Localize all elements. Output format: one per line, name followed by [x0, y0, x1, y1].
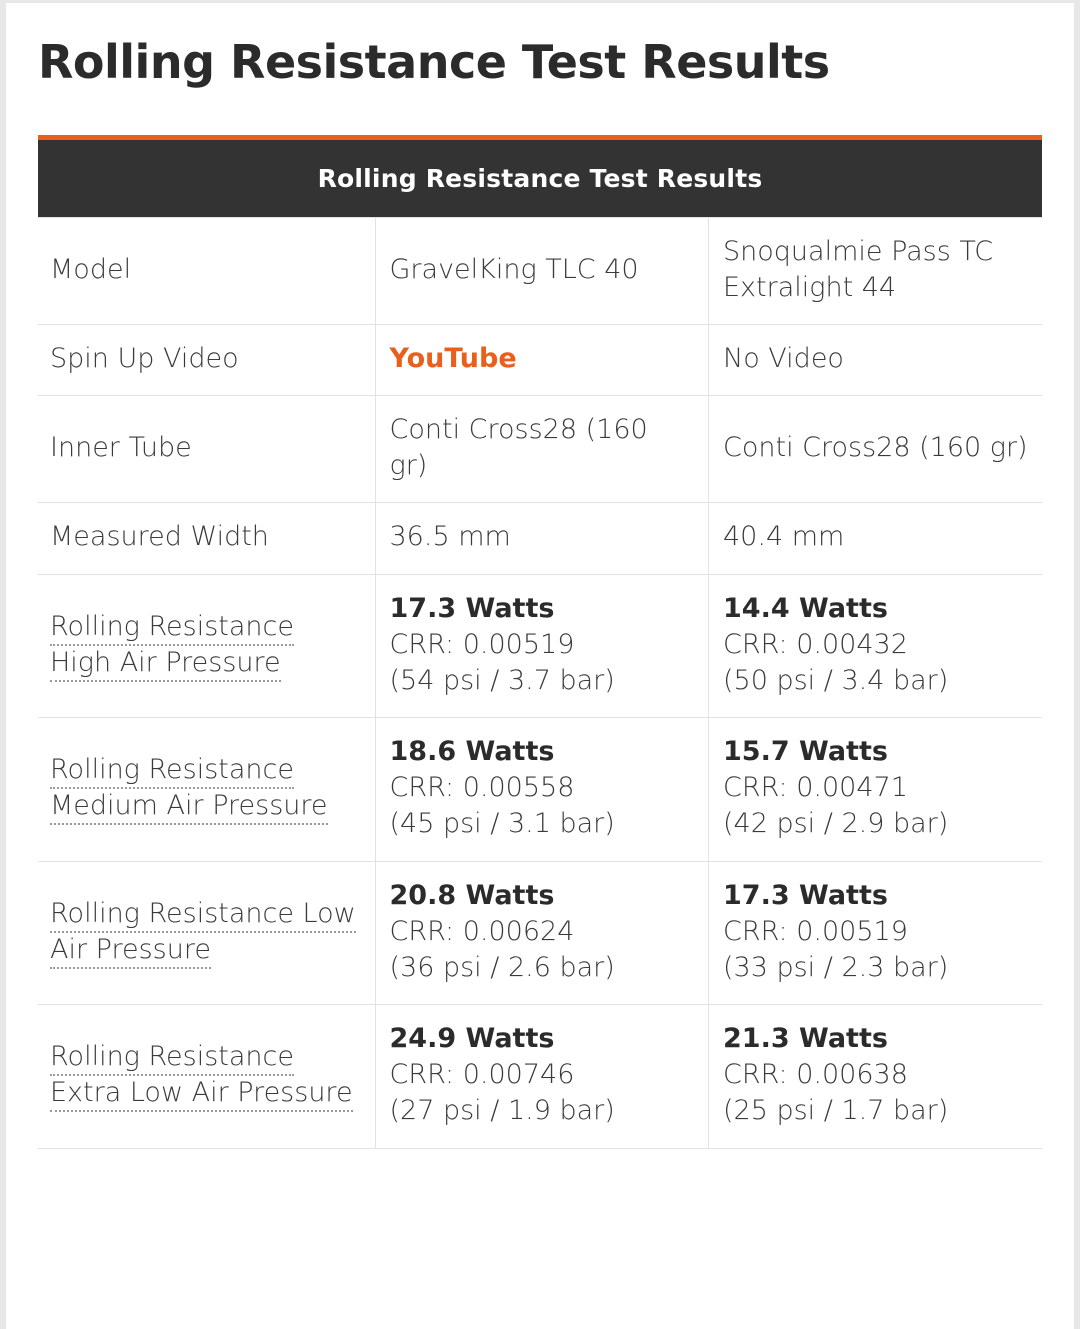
- row-label: Inner Tube: [50, 432, 192, 464]
- table-row: [38, 1005, 1042, 1149]
- cell-crr-value: CRR: 0.00519: [389, 628, 575, 660]
- cell-crr-value: CRR: 0.00746: [389, 1059, 575, 1091]
- table-row: [38, 396, 1042, 503]
- cell-primary-value: 21.3 Watts: [723, 1023, 888, 1055]
- cell-primary-value: 14.4 Watts: [723, 592, 888, 624]
- row-label-cell: [38, 396, 375, 503]
- cell-pressure-value: (45 psi / 3.1 bar): [389, 808, 615, 840]
- row-label: Rolling Resistance High Air Pressure: [50, 611, 294, 682]
- cell-primary-value: 17.3 Watts: [723, 879, 888, 911]
- table-row: [38, 718, 1042, 862]
- row-label-cell: [38, 503, 375, 574]
- cell-primary-value: Snoqualmie Pass TC Extralight 44: [723, 235, 994, 303]
- cell-primary-value: Conti Cross28 (160 gr): [723, 432, 1028, 464]
- cell-pressure-value: (50 psi / 3.4 bar): [723, 664, 949, 696]
- cell-pressure-value: (33 psi / 2.3 bar): [723, 951, 949, 983]
- page-content: [6, 3, 1074, 1149]
- row-value-cell: [709, 324, 1043, 395]
- table-row: [38, 503, 1042, 574]
- row-value-cell: [709, 861, 1043, 1005]
- table-header-title: Rolling Resistance Test Results: [38, 140, 1042, 217]
- cell-pressure-value: (27 psi / 1.9 bar): [389, 1095, 615, 1127]
- cell-primary-value: No Video: [723, 342, 844, 374]
- spin-up-video-link[interactable]: YouTube: [389, 342, 517, 374]
- row-label-cell: [38, 574, 375, 718]
- table-body: [38, 217, 1042, 1148]
- cell-primary-value: GravelKing TLC 40: [389, 253, 639, 285]
- cell-crr-value: CRR: 0.00638: [723, 1059, 908, 1091]
- row-value-cell: [709, 396, 1043, 503]
- results-table-wrapper: [38, 135, 1042, 1149]
- cell-primary-value: 36.5 mm: [389, 521, 511, 553]
- row-label-cell: [38, 217, 375, 324]
- cell-primary-value: 24.9 Watts: [389, 1023, 555, 1055]
- cell-crr-value: CRR: 0.00471: [723, 772, 908, 804]
- cell-primary-value: 18.6 Watts: [389, 736, 555, 768]
- row-label: Rolling Resistance Low Air Pressure: [50, 898, 356, 969]
- cell-crr-value: CRR: 0.00558: [389, 772, 575, 804]
- table-row: [38, 574, 1042, 718]
- row-value-cell: [709, 503, 1043, 574]
- row-label: Rolling Resistance Medium Air Pressure: [50, 754, 328, 825]
- row-label-cell: [38, 861, 375, 1005]
- row-value-cell: [375, 324, 709, 395]
- row-value-cell: [375, 396, 709, 503]
- row-label: Spin Up Video: [50, 342, 239, 374]
- row-value-cell: [375, 861, 709, 1005]
- cell-primary-value: 17.3 Watts: [389, 592, 555, 624]
- row-label: Measured Width: [50, 521, 269, 553]
- row-value-cell: [709, 574, 1043, 718]
- row-label-cell: [38, 1005, 375, 1149]
- row-value-cell: [375, 1005, 709, 1149]
- row-value-cell: [709, 217, 1043, 324]
- table-row: [38, 217, 1042, 324]
- row-value-cell: [375, 574, 709, 718]
- row-value-cell: [375, 718, 709, 862]
- cell-pressure-value: (54 psi / 3.7 bar): [389, 664, 615, 696]
- cell-crr-value: CRR: 0.00624: [389, 915, 575, 947]
- row-label-cell: [38, 324, 375, 395]
- table-row: [38, 324, 1042, 395]
- row-value-cell: [375, 503, 709, 574]
- cell-crr-value: CRR: 0.00432: [723, 628, 908, 660]
- row-value-cell: [709, 1005, 1043, 1149]
- table-row: [38, 861, 1042, 1005]
- cell-pressure-value: (25 psi / 1.7 bar): [723, 1095, 949, 1127]
- cell-primary-value: Conti Cross28 (160 gr): [389, 414, 648, 482]
- cell-pressure-value: (36 psi / 2.6 bar): [389, 951, 615, 983]
- cell-primary-value: 15.7 Watts: [723, 736, 888, 768]
- rolling-resistance-table: [38, 217, 1042, 1149]
- row-label-cell: [38, 718, 375, 862]
- page-title: Rolling Resistance Test Results: [38, 35, 830, 89]
- cell-primary-value: 20.8 Watts: [389, 879, 555, 911]
- row-value-cell: [375, 217, 709, 324]
- row-label: Rolling Resistance Extra Low Air Pressure: [50, 1041, 353, 1112]
- row-label: Model: [50, 253, 132, 285]
- row-value-cell: [709, 718, 1043, 862]
- cell-pressure-value: (42 psi / 2.9 bar): [723, 808, 949, 840]
- cell-crr-value: CRR: 0.00519: [723, 915, 908, 947]
- cell-primary-value: 40.4 mm: [723, 521, 845, 553]
